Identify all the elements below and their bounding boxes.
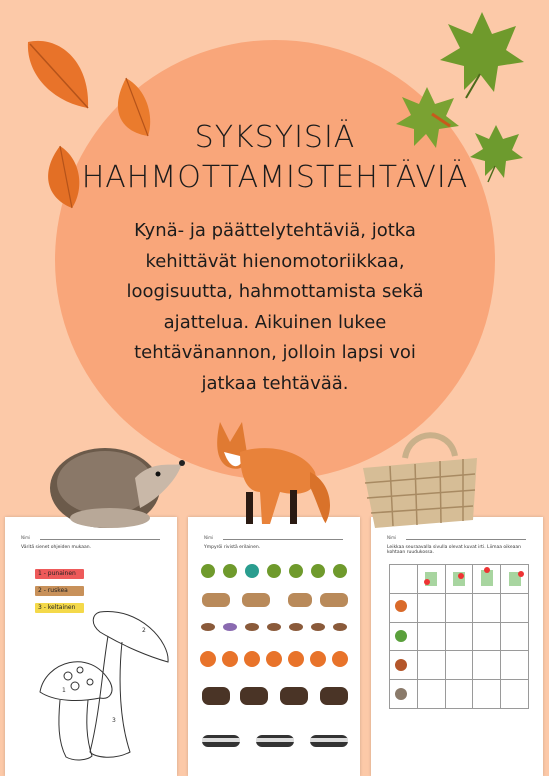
- page-title: [80, 118, 470, 198]
- orange-leaf-row: [200, 651, 348, 667]
- description: [110, 216, 440, 399]
- fox-icon: [395, 600, 407, 612]
- squirrel-icon: [395, 659, 407, 671]
- region-number: 2: [142, 627, 146, 634]
- bear-row: [202, 687, 348, 705]
- worksheet-mushroom-coloring: [5, 517, 177, 776]
- worksheet-find-different: [188, 517, 360, 776]
- region-number: 1: [62, 687, 66, 694]
- lynx-row: [202, 593, 348, 607]
- legend-red: 1 - punainen: [35, 569, 84, 579]
- title-line-2: HAHMOTTAMISTEHTÄVIÄ: [81, 160, 469, 195]
- name-line: [40, 539, 160, 540]
- worksheet-grid-paste: [371, 517, 543, 776]
- name-label: Nimi: [21, 535, 31, 540]
- description-line: ajattelua. Aikuinen lukee: [163, 311, 387, 333]
- legend-yellow: 3 - keltainen: [35, 603, 84, 613]
- name-line: [223, 539, 343, 540]
- worksheet-instruction: Väritä sienet ohjeiden mukaan.: [21, 545, 92, 550]
- hedgehog-icon: [40, 428, 190, 533]
- mushroom-row: [201, 623, 347, 631]
- animal-rows: [196, 559, 356, 774]
- description-line: tehtävänannon, jolloin lapsi voi: [134, 342, 416, 363]
- description-line: Kynä- ja päättelytehtäviä, jotka: [134, 220, 416, 241]
- region-number: 3: [112, 717, 116, 724]
- name-line: [406, 539, 526, 540]
- description-line: kehittävät hienomotoriikkaa,: [145, 250, 405, 272]
- badger-row: [202, 735, 348, 747]
- mushroom-outline-icon: [30, 602, 170, 767]
- frog-icon: [395, 630, 407, 642]
- fox-icon: [210, 412, 340, 532]
- worksheet-instruction: Leikkaa seuraavalla sivulla olevat kuvat irti. Liimaa oikeaan kohtaan ruudukossa.: [387, 545, 521, 555]
- hedgehog-icon: [395, 688, 407, 700]
- name-label: Nimi: [387, 535, 397, 540]
- worksheet-instruction: Ympyröi rivistä erilainen.: [204, 545, 261, 550]
- description-line: loogisuutta, hahmottamista sekä: [126, 281, 424, 302]
- title-line-1: SYKSYISIÄ: [194, 120, 356, 155]
- green-leaf-icon: [466, 122, 526, 184]
- legend-brown: 2 - ruskea: [35, 586, 84, 596]
- orange-leaf-icon: [18, 30, 98, 120]
- leaf-row: [201, 564, 347, 578]
- grid-icons: [389, 564, 529, 709]
- description-line: jatkaa tehtävää.: [201, 372, 349, 394]
- orange-leaf-icon: [36, 144, 86, 210]
- basket-icon: [355, 428, 485, 533]
- name-label: Nimi: [204, 535, 214, 540]
